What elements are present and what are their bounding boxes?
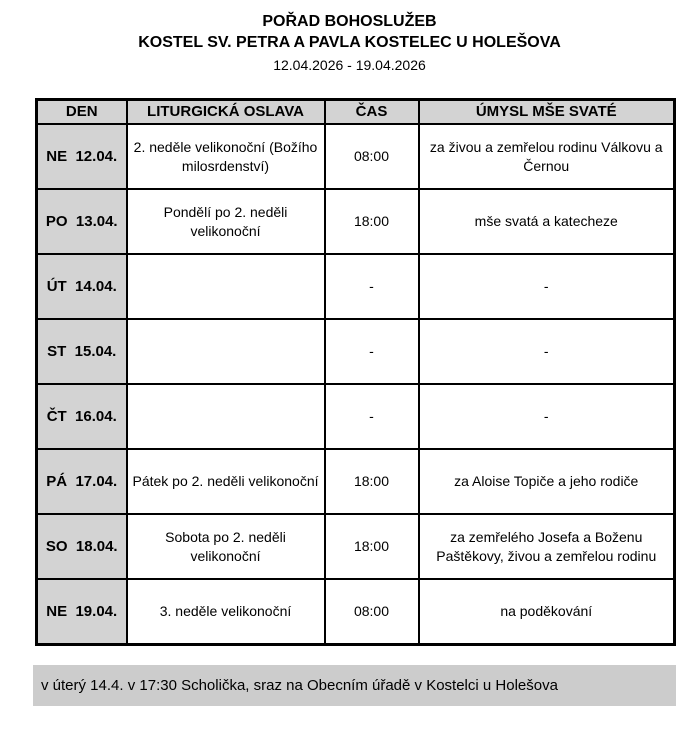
celebration-cell: Pátek po 2. neděli velikonoční xyxy=(127,449,325,514)
celebration-cell xyxy=(127,384,325,449)
celebration-cell: Pondělí po 2. neděli velikonoční xyxy=(127,189,325,254)
announcement-note: v úterý 14.4. v 17:30 Scholička, sraz na Obecním úřadě v Kostelci u Holešova xyxy=(33,665,676,706)
intention-cell: za zemřelého Josefa a Boženu Paštěkovy, živou a zemřelou rodinu xyxy=(419,514,675,579)
day-cell: NE 19.04. xyxy=(37,579,127,644)
table-row xyxy=(37,124,675,189)
time-cell: 18:00 xyxy=(325,189,419,254)
day-cell: SO 18.04. xyxy=(37,514,127,579)
table-row xyxy=(37,384,675,449)
celebration-cell: 3. neděle velikonoční xyxy=(127,579,325,644)
page-header xyxy=(0,0,699,75)
table-row xyxy=(37,189,675,254)
page-title: POŘAD BOHOSLUŽEB xyxy=(262,13,437,30)
table-row xyxy=(37,319,675,384)
header-cell-liturgicka-oslava: LITURGICKÁ OSLAVA xyxy=(127,100,325,125)
day-cell: PÁ 17.04. xyxy=(37,449,127,514)
date-range: 12.04.2026 - 19.04.2026 xyxy=(273,57,426,73)
intention-cell: mše svatá a katecheze xyxy=(419,189,675,254)
intention-cell: - xyxy=(419,384,675,449)
time-cell: 18:00 xyxy=(325,449,419,514)
celebration-cell: Sobota po 2. neděli velikonoční xyxy=(127,514,325,579)
header-cell-umysl-mse-svate: ÚMYSL MŠE SVATÉ xyxy=(419,100,675,125)
day-cell: NE 12.04. xyxy=(37,124,127,189)
day-cell: PO 13.04. xyxy=(37,189,127,254)
church-name: KOSTEL SV. PETRA A PAVLA KOSTELEC U HOLEŠOVA xyxy=(138,34,561,51)
header-cell-den: DEN xyxy=(37,100,127,125)
day-cell: ČT 16.04. xyxy=(37,384,127,449)
intention-cell: na poděkování xyxy=(419,579,675,644)
day-cell: ÚT 14.04. xyxy=(37,254,127,319)
time-cell: - xyxy=(325,319,419,384)
intention-cell: za Aloise Topiče a jeho rodiče xyxy=(419,449,675,514)
table-row xyxy=(37,514,675,579)
schedule-table xyxy=(35,98,676,646)
intention-cell: - xyxy=(419,254,675,319)
intention-cell: za živou a zemřelou rodinu Válkovu a Černou xyxy=(419,124,675,189)
time-cell: 08:00 xyxy=(325,579,419,644)
celebration-cell xyxy=(127,254,325,319)
table-row xyxy=(37,254,675,319)
celebration-cell xyxy=(127,319,325,384)
time-cell: - xyxy=(325,254,419,319)
time-cell: - xyxy=(325,384,419,449)
table-row xyxy=(37,579,675,644)
table-header-row xyxy=(37,100,675,125)
time-cell: 08:00 xyxy=(325,124,419,189)
day-cell: ST 15.04. xyxy=(37,319,127,384)
celebration-cell: 2. neděle velikonoční (Božího milosrdenství) xyxy=(127,124,325,189)
header-cell-cas: ČAS xyxy=(325,100,419,125)
time-cell: 18:00 xyxy=(325,514,419,579)
table-row xyxy=(37,449,675,514)
intention-cell: - xyxy=(419,319,675,384)
